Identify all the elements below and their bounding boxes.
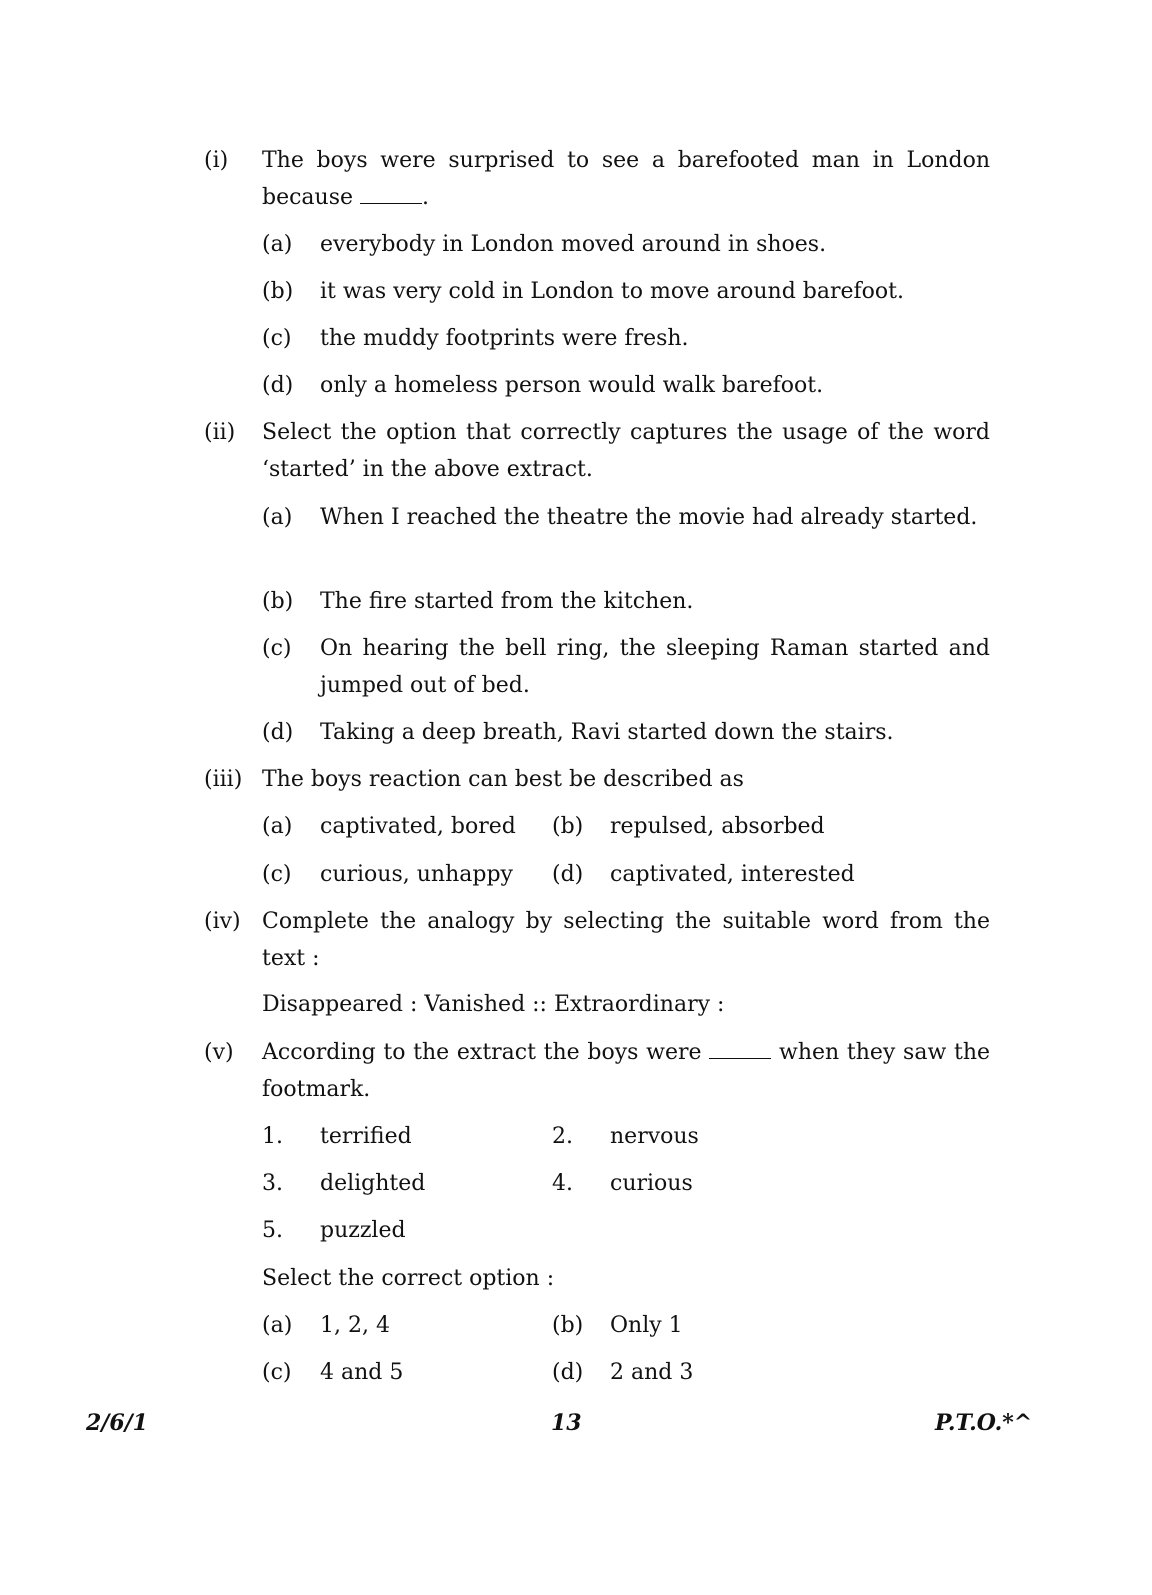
- question-number: (v): [204, 1040, 234, 1065]
- question-number: (iii): [204, 767, 243, 792]
- question-2: [204, 414, 990, 488]
- option: (c) the muddy footprints were fresh.: [262, 326, 689, 351]
- option: (a) When I reached the theatre the movie had already started.: [262, 505, 978, 530]
- question-4: [204, 903, 990, 977]
- question-number: (iv): [204, 909, 241, 934]
- page-number: 13: [551, 1410, 582, 1436]
- option: (a) everybody in London moved around in shoes.: [262, 232, 827, 257]
- question-number: (i): [204, 148, 229, 173]
- answer-blank: [709, 1038, 771, 1059]
- question-text: Complete the analogy by selecting the suitable word from the text :: [262, 909, 990, 971]
- option: (d) only a homeless person would walk barefoot.: [262, 373, 824, 398]
- paper-code: 2/6/1: [86, 1410, 148, 1436]
- select-instruction: Select the correct option :: [262, 1266, 555, 1291]
- question-text: The boys were surprised to see a barefooted man in London because .: [262, 148, 990, 210]
- question-text: According to the extract the boys were when they saw the footmark.: [262, 1040, 991, 1102]
- question-text: Select the option that correctly captures the usage of the word ‘started’ in the above extract.: [262, 420, 990, 482]
- question-1: [204, 142, 990, 216]
- analogy-text: Disappeared : Vanished :: Extraordinary :: [262, 992, 725, 1017]
- option: (b) The fire started from the kitchen.: [262, 589, 694, 614]
- answer-blank: [360, 183, 422, 204]
- question-5: [204, 1034, 990, 1108]
- option: (b) it was very cold in London to move around barefoot.: [262, 279, 904, 304]
- question-text: The boys reaction can best be described as: [262, 767, 744, 792]
- option: (c) On hearing the bell ring, the sleeping Raman started and jumped out of bed.: [262, 636, 990, 698]
- question-number: (ii): [204, 420, 236, 445]
- pto-marker: P.T.O.*^: [935, 1410, 1033, 1436]
- question-3: [204, 761, 990, 798]
- option: (d) Taking a deep breath, Ravi started down the stairs.: [262, 720, 894, 745]
